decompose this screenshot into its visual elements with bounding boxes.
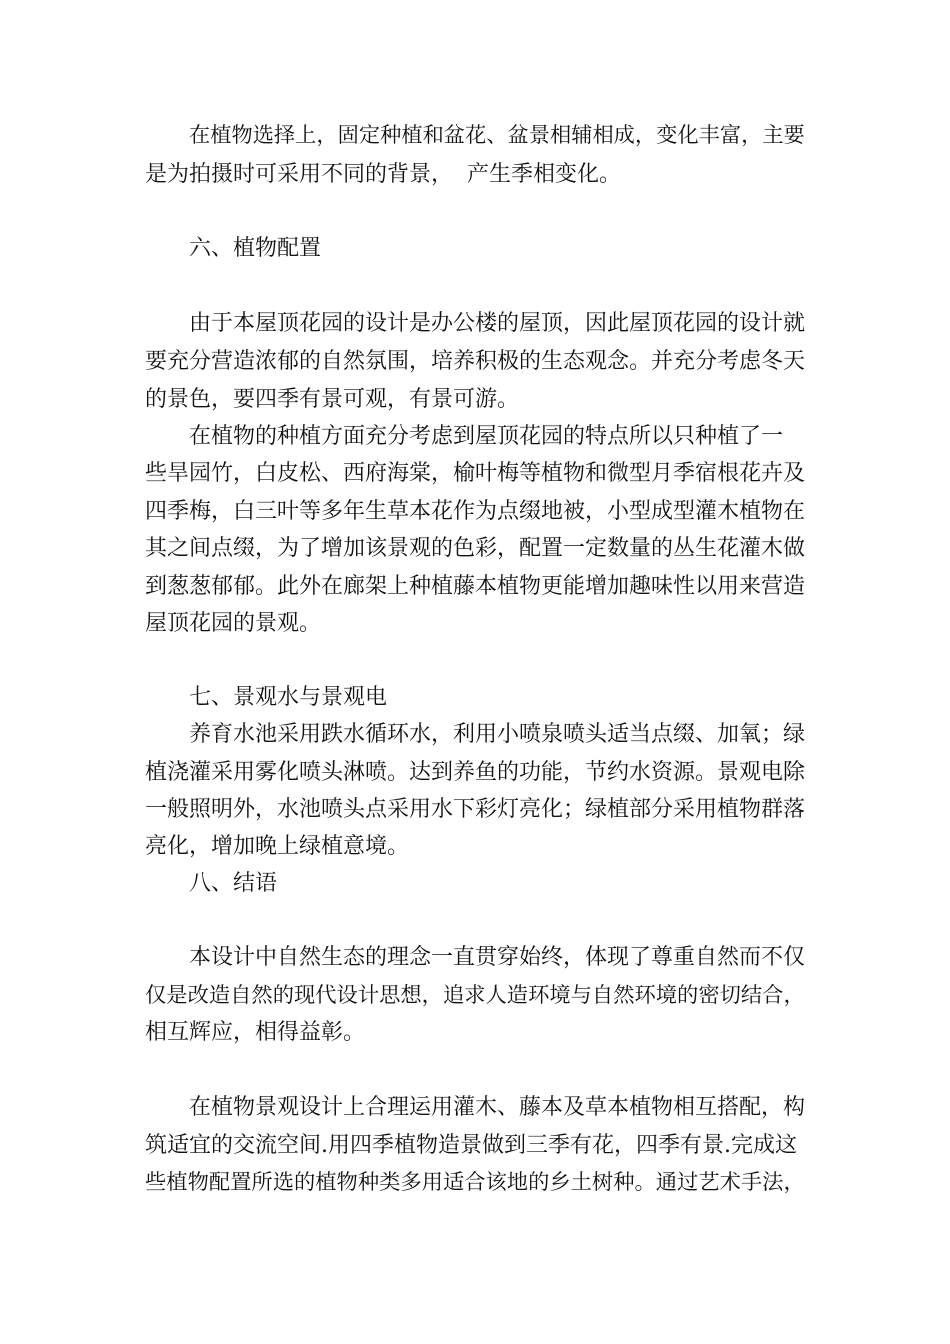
paragraph-line: 由于本屋顶花园的设计是办公楼的屋顶，因此屋顶花园的设计就: [189, 311, 806, 336]
paragraph-line: 屋顶花园的景观。: [145, 611, 322, 636]
paragraph-line: 在植物景观设计上合理运用灌木、藤本及草本植物相互搭配，构: [189, 1095, 806, 1120]
paragraph-line: 是为拍摄时可采用不同的背景， 产生季相变化。: [145, 162, 621, 187]
paragraph-line: 筑适宜的交流空间.用四季植物造景做到三季有花，四季有景.完成这: [145, 1133, 797, 1158]
section-heading: 六、植物配置: [189, 236, 322, 261]
paragraph-line: 植浇灌采用雾化喷头淋喷。达到养鱼的功能，节约水资源。景观电除: [145, 760, 806, 785]
paragraph-line: 的景色，要四季有景可观，有景可游。: [145, 387, 520, 412]
paragraph-line: 在植物的种植方面充分考虑到屋顶花园的特点所以只种植了一: [189, 424, 784, 449]
paragraph-line: 亮化，增加晚上绿植意境。: [145, 834, 410, 859]
paragraph-line: 相互辉应，相得益彰。: [145, 1020, 366, 1045]
paragraph-line: 要充分营造浓郁的自然氛围，培养积极的生态观念。并充分考虑冬天: [145, 349, 806, 374]
paragraph-line: 其之间点缀，为了增加该景观的色彩，配置一定数量的丛生花灌木做: [145, 536, 806, 561]
paragraph-line: 养育水池采用跌水循环水，利用小喷泉喷头适当点缀、加氧；绿: [189, 722, 806, 747]
paragraph-line: 仅是改造自然的现代设计思想，追求人造环境与自然环境的密切结合，: [145, 983, 805, 1008]
paragraph-line: 在植物选择上，固定种植和盆花、盆景相辅相成，变化丰富，主要: [189, 123, 805, 148]
paragraph-line: 四季梅，白三叶等多年生草本花作为点缀地被，小型成型灌木植物在: [145, 499, 806, 524]
paragraph-line: 些旱园竹，白皮松、西府海棠，榆叶梅等植物和微型月季宿根花卉及: [145, 461, 806, 486]
section-heading: 七、景观水与景观电: [189, 685, 388, 710]
paragraph-line: 些植物配置所选的植物种类多用适合该地的乡土树种。通过艺术手法，: [145, 1170, 805, 1195]
paragraph-line: 到葱葱郁郁。此外在廊架上种植藤本植物更能增加趣味性以用来营造: [145, 574, 806, 599]
paragraph-line: 本设计中自然生态的理念一直贯穿始终，体现了尊重自然而不仅: [189, 945, 806, 970]
section-heading: 八、结语: [189, 871, 278, 896]
paragraph-line: 一般照明外，水池喷头点采用水下彩灯亮化；绿植部分采用植物群落: [145, 797, 806, 822]
